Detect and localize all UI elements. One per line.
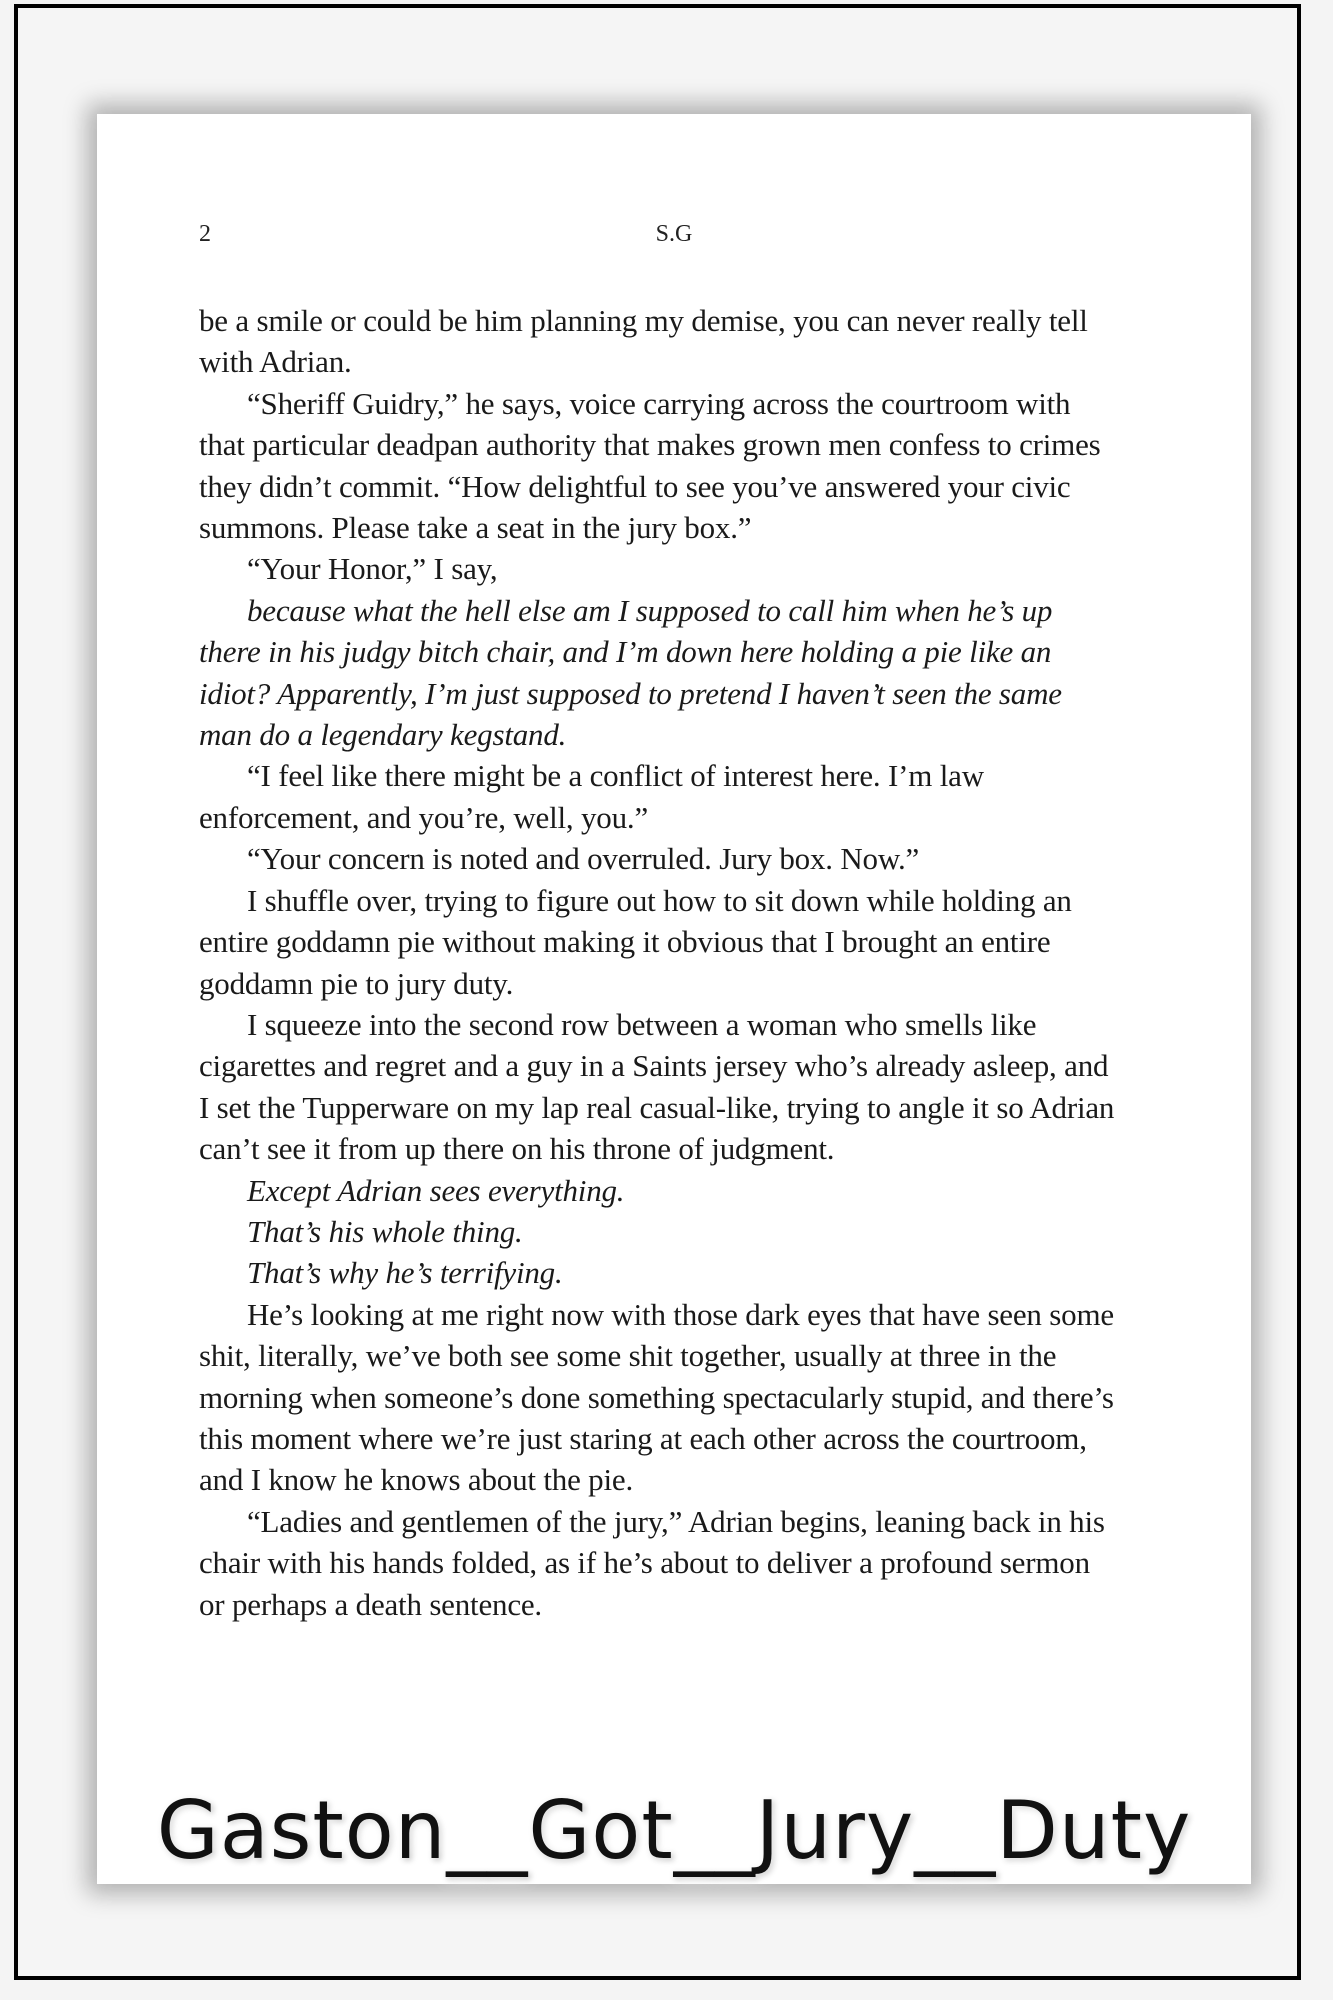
running-title: S.G xyxy=(655,221,693,247)
title-watermark: Gaston__Got__Jury__Duty xyxy=(156,1784,1192,1877)
paragraph: “I feel like there might be a conflict of interest here. I’m law enforcement, and you’re, well, you.” xyxy=(199,758,984,835)
book-page xyxy=(97,114,1251,1884)
outer-frame xyxy=(14,4,1301,1980)
paragraph-italic: because what the hell else am I supposed to call him when he’s up there in his judgy bitch chair, and I’m down here holding a pie like an idiot? Apparently, I’m just supposed to pretend I haven’t seen the same man do a legendary kegstand. xyxy=(199,592,1062,753)
running-head xyxy=(199,221,1149,251)
paragraph-italic: Except Adrian sees everything. xyxy=(247,1172,625,1208)
paragraph: He’s looking at me right now with those dark eyes that have seen some shit, literally, we’ve both see some shit together, usually at three in the morning when someone’s done something spectacularly stupid, and there’s this moment where we’re just staring at each other across the courtroom, and I know he knows about the pie. xyxy=(199,1296,1114,1498)
paragraph: “Your Honor,” I say, xyxy=(247,551,498,587)
paragraph-italic: That’s why he’s terrifying. xyxy=(247,1255,563,1291)
paragraph: be a smile or could be him planning my demise, you can never really tell with Adrian. xyxy=(199,303,1088,380)
page-number: 2 xyxy=(199,221,211,247)
body-text xyxy=(199,300,1119,1625)
paragraph-italic: That’s his whole thing. xyxy=(247,1213,523,1249)
paragraph: I shuffle over, trying to figure out how to sit down while holding an entire goddamn pie without making it obvious that I brought an entire goddamn pie to jury duty. xyxy=(199,882,1072,1001)
paragraph: “Ladies and gentlemen of the jury,” Adrian begins, leaning back in his chair with his hands folded, as if he’s about to deliver a profound sermon or perhaps a death sentence. xyxy=(199,1503,1105,1622)
paragraph: “Your concern is noted and overruled. Jury box. Now.” xyxy=(247,841,920,877)
paragraph: I squeeze into the second row between a woman who smells like cigarettes and regret and a guy in a Saints jersey who’s already asleep, and I set the Tupperware on my lap real casual-like, trying to angle it so Adrian can’t see it from up there on his throne of judgment. xyxy=(199,1006,1115,1167)
paragraph: “Sheriff Guidry,” he says, voice carrying across the courtroom with that particular deadpan authority that makes grown men confess to crimes they didn’t commit. “How delightful to see you’ve answered your civic summons. Please take a seat in the jury box.” xyxy=(199,385,1101,546)
